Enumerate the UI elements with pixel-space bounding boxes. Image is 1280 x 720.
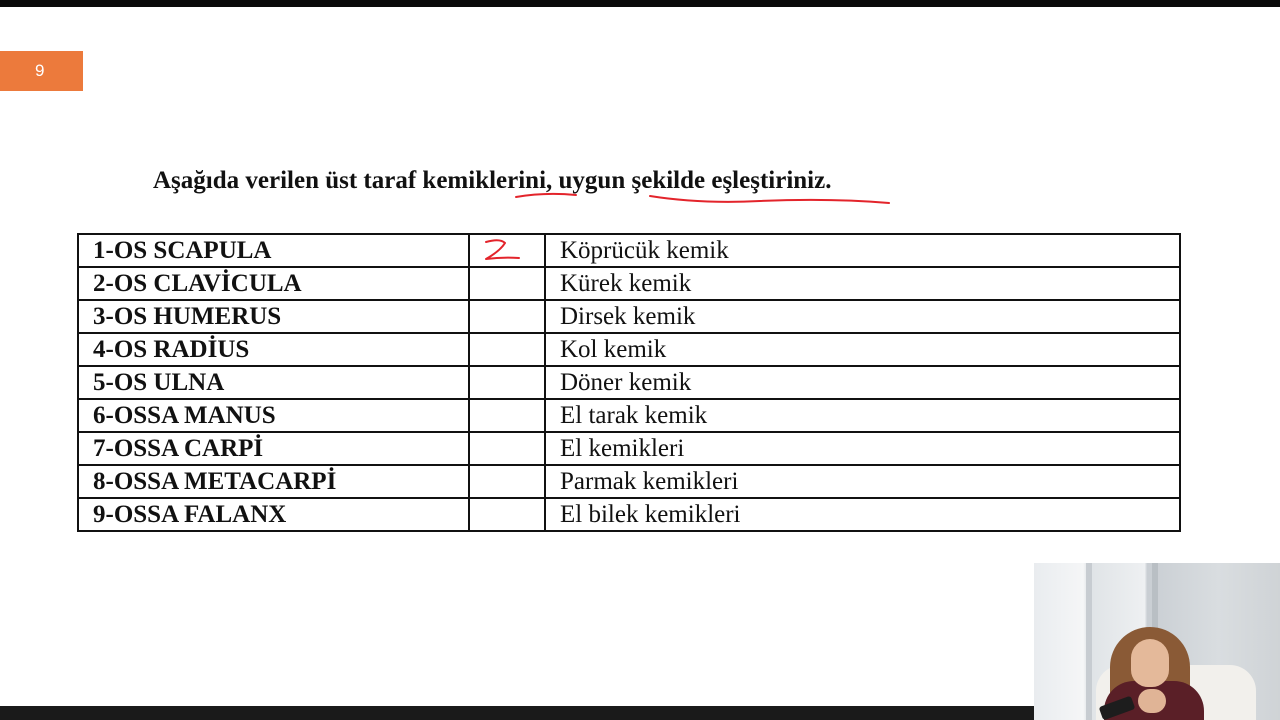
bone-cell: 8-OSSA METACARPİ <box>78 465 469 498</box>
bottom-bar <box>0 706 1050 720</box>
table-row <box>78 267 1180 300</box>
presenter-hands <box>1138 689 1166 713</box>
answer-cell <box>469 267 545 300</box>
table-row <box>78 333 1180 366</box>
table-row <box>78 366 1180 399</box>
table-row <box>78 432 1180 465</box>
bone-cell: 7-OSSA CARPİ <box>78 432 469 465</box>
window-frame <box>1086 563 1092 720</box>
answer-cell <box>469 498 545 531</box>
page-number-badge: 9 <box>0 51 83 91</box>
underline-uygun-sekilde <box>650 196 889 203</box>
bone-cell: 5-OS ULNA <box>78 366 469 399</box>
answer-cell <box>469 366 545 399</box>
table-row <box>78 465 1180 498</box>
table-row <box>78 300 1180 333</box>
bone-name-cell: Kürek kemik <box>545 267 1180 300</box>
bone-cell: 2-OS CLAVİCULA <box>78 267 469 300</box>
answer-cell <box>469 399 545 432</box>
answer-cell <box>469 333 545 366</box>
bone-name-cell: Köprücük kemik <box>545 234 1180 267</box>
answer-cell <box>469 300 545 333</box>
bone-name-cell: El kemikleri <box>545 432 1180 465</box>
bone-name-cell: El tarak kemik <box>545 399 1180 432</box>
top-bar <box>0 0 1280 7</box>
bone-name-cell: Kol kemik <box>545 333 1180 366</box>
presenter-face <box>1131 639 1169 687</box>
bone-name-cell: Parmak kemikleri <box>545 465 1180 498</box>
table-row <box>78 234 1180 267</box>
table-row <box>78 498 1180 531</box>
bone-name-cell: El bilek kemikleri <box>545 498 1180 531</box>
answer-cell <box>469 432 545 465</box>
answer-cell <box>469 465 545 498</box>
bone-name-cell: Döner kemik <box>545 366 1180 399</box>
bone-cell: 1-OS SCAPULA <box>78 234 469 267</box>
answer-cell <box>469 234 545 267</box>
bone-cell: 9-OSSA FALANX <box>78 498 469 531</box>
bone-cell: 3-OS HUMERUS <box>78 300 469 333</box>
bone-cell: 6-OSSA MANUS <box>78 399 469 432</box>
bone-cell: 4-OS RADİUS <box>78 333 469 366</box>
bone-name-cell: Dirsek kemik <box>545 300 1180 333</box>
webcam-video <box>1034 563 1280 720</box>
instruction-text: Aşağıda verilen üst taraf kemiklerini, uygun şekilde eşleştiriniz. <box>153 167 832 194</box>
matching-table <box>77 233 1181 532</box>
table-row <box>78 399 1180 432</box>
